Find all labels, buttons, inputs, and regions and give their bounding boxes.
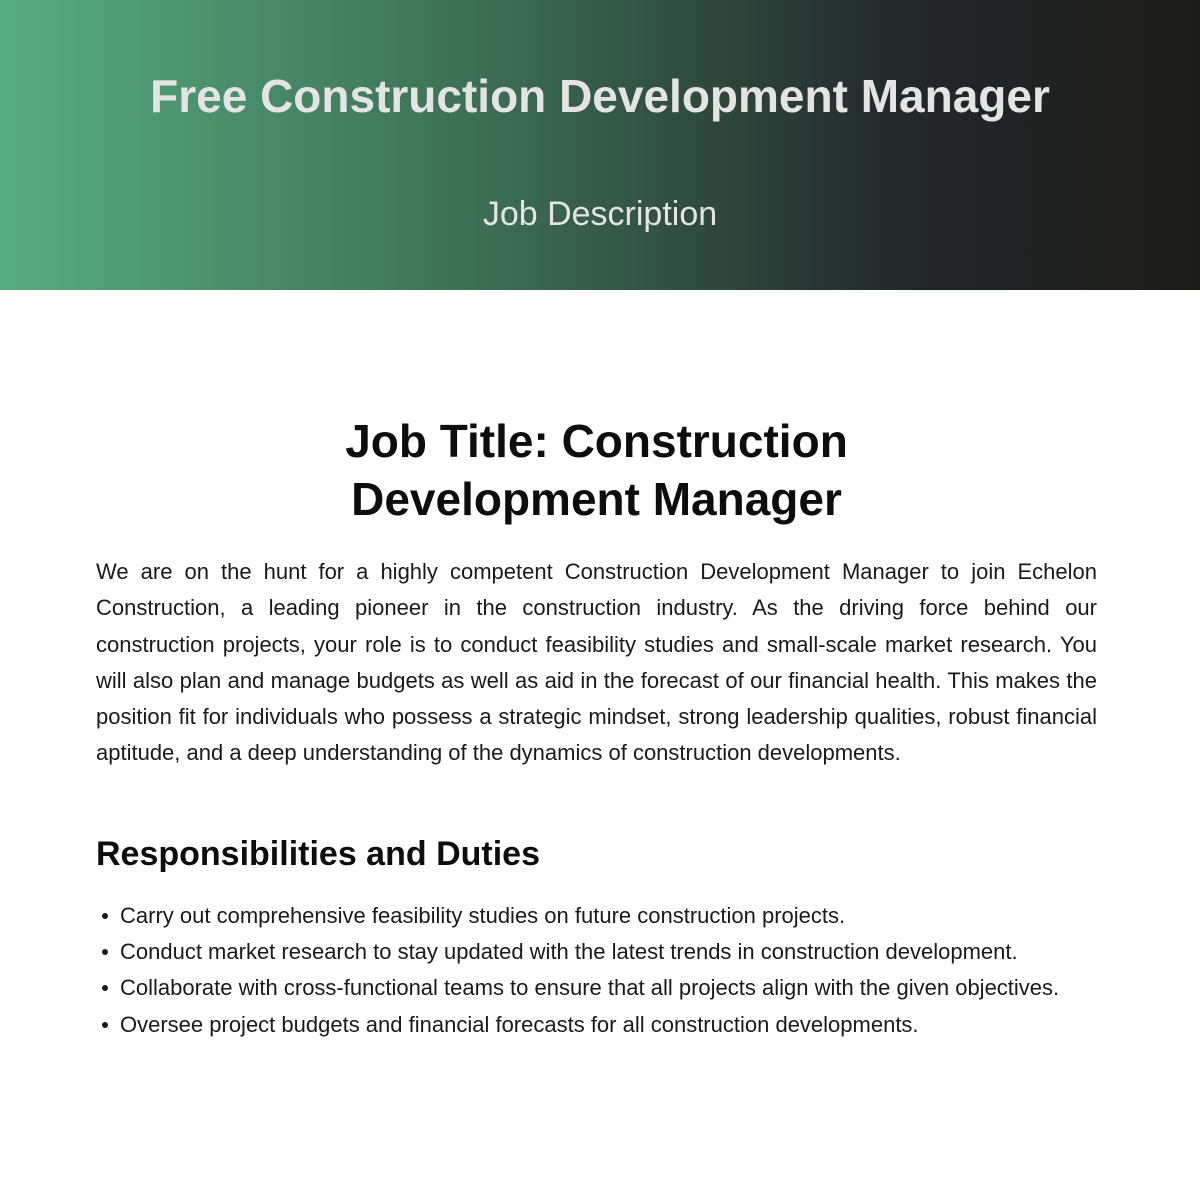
document-title: Free Construction Development Manager — [150, 70, 1050, 122]
bullet-icon — [102, 949, 108, 955]
list-item-text: Collaborate with cross-functional teams to ensure that all projects align with the given objectives. — [120, 975, 1060, 1001]
document-subtitle: Job Description — [482, 195, 718, 233]
list-item-text: Carry out comprehensive feasibility studies on future construction projects. — [120, 902, 846, 928]
list-item — [96, 970, 1073, 1006]
responsibilities-heading: Responsibilities and Duties — [96, 834, 540, 873]
job-title-heading: Job Title: Construction Development Manager — [345, 415, 848, 525]
document-body — [96, 412, 1097, 1043]
responsibilities-list — [96, 898, 1073, 1043]
bullet-icon — [102, 1022, 108, 1028]
list-item-text: Conduct market research to stay updated with the latest trends in construction development. — [120, 939, 1018, 965]
header-banner — [0, 0, 1200, 290]
job-intro-paragraph: We are on the hunt for a highly competent Construction Development Manager to join Echelon Construction, a leading pioneer in the construction industry. As the driving force behind our construction projects, your role is to conduct feasibility studies and small-scale market research. You will also plan and manage budgets as well as aid in the forecast of our financial health. This makes the position fit for individuals who possess a strategic mindset, strong leadership qualities, robust financial aptitude, and a deep understanding of the dynamics of construction developments. — [96, 559, 1097, 766]
bullet-icon — [102, 913, 108, 919]
list-item — [96, 934, 1073, 970]
list-item — [96, 898, 1073, 934]
list-item-text: Oversee project budgets and financial forecasts for all construction developments. — [120, 1011, 919, 1037]
bullet-icon — [102, 985, 108, 991]
list-item — [96, 1007, 1073, 1043]
